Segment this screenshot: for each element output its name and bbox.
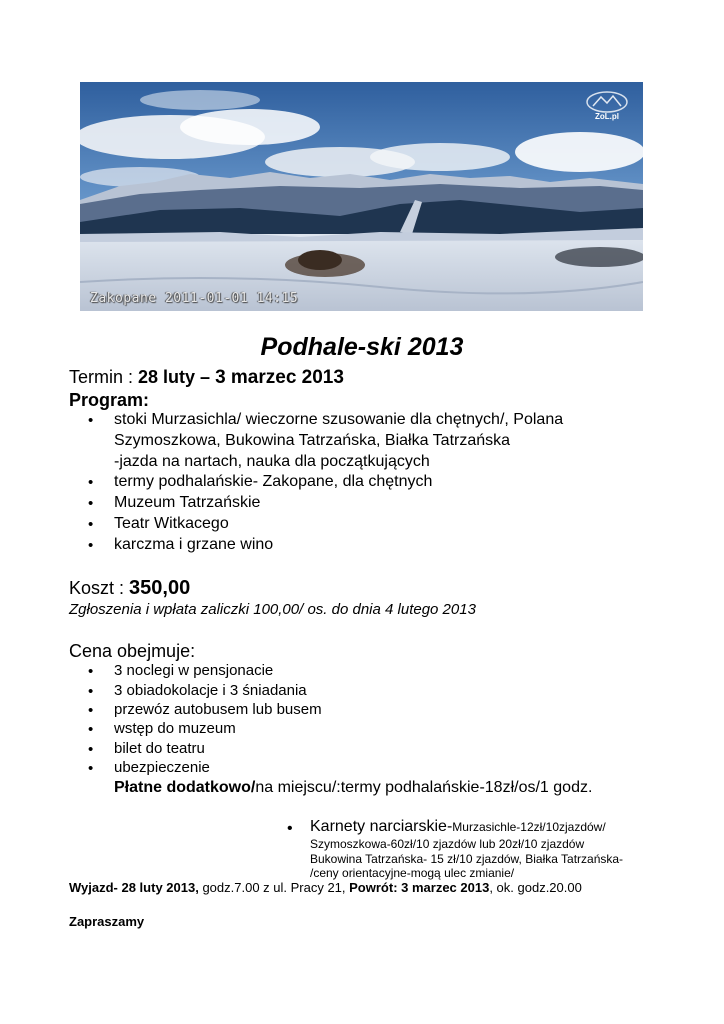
termin-line <box>69 367 344 389</box>
cena-item-1: 3 noclegi w pensjonacie <box>114 662 274 679</box>
program-item-1-cont-1: Szymoszkowa, Bukowina Tatrzańska, Białka Tatrzańska <box>114 432 511 449</box>
karnety-line-3: Bukowina Tatrzańska- 15 zł/10 zjazdów, Białka Tatrzańska- <box>310 852 624 866</box>
return-details: , ok. godz.20.00 <box>489 880 582 895</box>
koszt-value: 350,00 <box>129 577 191 599</box>
winter-landscape-photo <box>80 82 643 311</box>
cena-bullet-5: • <box>88 741 94 758</box>
program-item-2: termy podhalańskie- Zakopane, dla chętnych <box>114 473 433 490</box>
cena-bullet-4: • <box>88 721 94 738</box>
return-label: Powrót: 3 marzec 2013 <box>349 880 490 895</box>
termin-value-a: 28 luty <box>138 367 196 387</box>
termin-dash: – <box>195 367 216 387</box>
cena-item-5: bilet do teatru <box>114 740 205 757</box>
karnety-label: Karnety narciarskie- <box>310 818 453 835</box>
program-bullet-4: • <box>88 516 94 533</box>
extra-cost-text: na miejscu/:termy podhalańskie-18zł/os/1 godz. <box>255 779 593 796</box>
extra-cost-label: Płatne dodatkowo/ <box>114 779 256 796</box>
landscape-illustration <box>80 82 643 311</box>
program-heading: Program: <box>69 390 150 410</box>
extra-cost-line <box>114 779 592 797</box>
koszt-label: Koszt : <box>69 578 130 598</box>
program-item-5: karczma i grzane wino <box>114 536 274 553</box>
program-bullet-1: • <box>88 412 94 429</box>
photo-timestamp: Zakopane 2011-01-01 14:15 <box>90 291 299 306</box>
termin-value-b: 3 marzec 2013 <box>215 367 344 388</box>
cena-bullet-2: • <box>88 683 94 700</box>
closing-text: Zapraszamy <box>69 914 145 929</box>
karnety-bullet: • <box>287 820 293 837</box>
karnety-line-2: Szymoszkowa-60zł/10 zjazdów lub 20zł/10 zjazdów <box>310 837 585 851</box>
program-bullet-5: • <box>88 537 94 554</box>
program-bullet-2: • <box>88 474 94 491</box>
cena-bullet-3: • <box>88 702 94 719</box>
logo-text: ZoL.pl <box>595 112 619 121</box>
cena-item-3: przewóz autobusem lub busem <box>114 701 322 718</box>
departure-details: godz.7.00 z ul. Pracy 21, <box>198 880 350 895</box>
program-item-1-cont-2: -jazda na nartach, nauka dla początkujących <box>114 453 430 470</box>
cena-bullet-6: • <box>88 760 94 777</box>
cena-item-4: wstęp do muzeum <box>114 720 236 737</box>
karnety-line-4: /ceny orientacyjne-mogą ulec zmianie/ <box>310 866 515 880</box>
program-item-1: stoki Murzasichla/ wieczorne szusowanie dla chętnych/, Polana <box>114 411 564 428</box>
cena-item-2: 3 obiadokolacje i 3 śniadania <box>114 682 307 699</box>
koszt-note: Zgłoszenia i wpłata zaliczki 100,00/ os. do dnia 4 lutego 2013 <box>69 601 476 618</box>
program-bullet-3: • <box>88 495 94 512</box>
karnety-line-1 <box>310 818 606 836</box>
departure-line <box>69 880 582 895</box>
karnety-text-1: Murzasichle-12zł/10zjazdów/ <box>452 820 606 834</box>
zol-logo <box>585 90 629 124</box>
cena-heading: Cena obejmuje: <box>69 641 196 661</box>
program-item-4: Teatr Witkacego <box>114 515 229 532</box>
cena-bullet-1: • <box>88 663 94 680</box>
departure-label: Wyjazd- 28 luty 2013, <box>69 880 199 895</box>
termin-label: Termin : <box>69 367 139 387</box>
program-item-3: Muzeum Tatrzańskie <box>114 494 261 511</box>
page-title: Podhale-ski 2013 <box>260 333 464 361</box>
cena-item-6: ubezpieczenie <box>114 759 210 776</box>
koszt-line <box>69 577 190 600</box>
